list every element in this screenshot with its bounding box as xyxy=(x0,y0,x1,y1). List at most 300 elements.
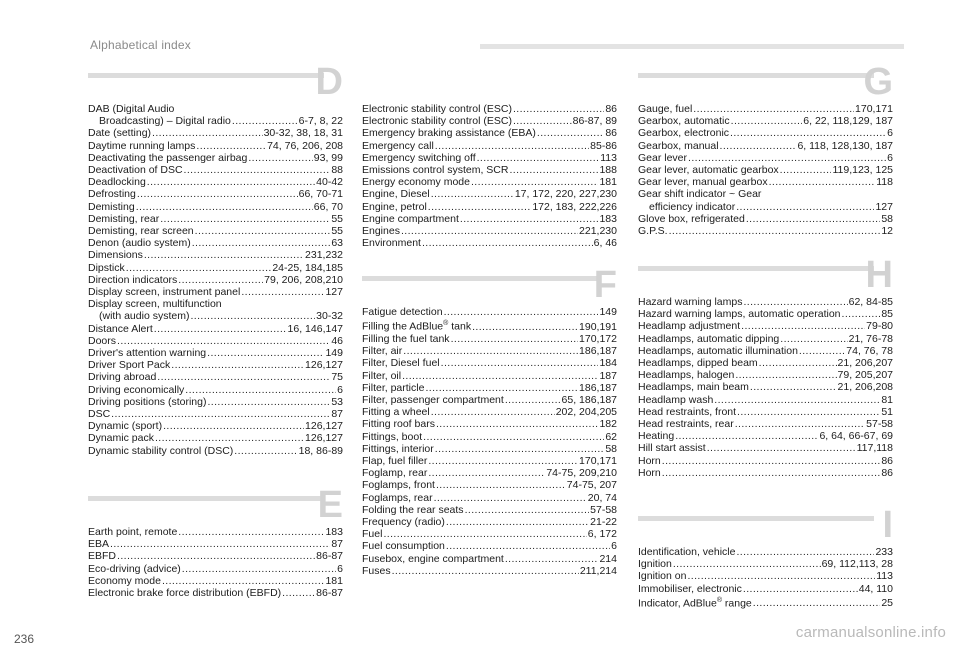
index-pages: 86-87, 89 xyxy=(572,115,617,128)
index-list-e xyxy=(88,526,343,599)
index-column-1 xyxy=(88,61,343,457)
index-term: Daytime running lamps xyxy=(88,139,196,152)
index-pages: 87 xyxy=(331,538,343,551)
index-pages: 85-86 xyxy=(590,139,617,152)
index-entry xyxy=(362,479,617,491)
index-term: Fittings, interior xyxy=(362,442,434,455)
index-pages: 186,187 xyxy=(579,381,617,394)
index-entry xyxy=(88,575,343,587)
leader-dots xyxy=(392,565,579,577)
index-entry xyxy=(638,369,893,381)
index-entry xyxy=(362,528,617,540)
leader-dots xyxy=(509,164,598,176)
index-pages: 6, 118, 128,130, 187 xyxy=(797,139,893,152)
index-term: Environment xyxy=(362,237,421,250)
index-term: Frequency (radio) xyxy=(362,515,445,528)
index-term: Ignition on xyxy=(638,570,687,583)
leader-dots xyxy=(241,286,324,298)
index-term: Electronic stability control (ESC) xyxy=(362,115,512,128)
index-entry xyxy=(362,140,617,152)
index-entry xyxy=(88,563,343,575)
index-term: Deactivation of DSC xyxy=(88,164,183,177)
index-pages: 126,127 xyxy=(305,359,343,372)
index-entry xyxy=(638,296,893,308)
index-term: Fatigue detection xyxy=(362,306,443,318)
index-term: Dynamic (sport) xyxy=(88,420,163,433)
index-term: Defrosting xyxy=(88,188,136,201)
index-pages: 113 xyxy=(876,570,893,583)
leader-dots xyxy=(662,467,881,479)
index-term: Gear lever, automatic gearbox xyxy=(638,164,779,177)
index-pages: 20, 74 xyxy=(587,491,617,504)
leader-dots xyxy=(171,359,304,371)
index-term: Earth point, remote xyxy=(88,526,178,538)
index-entry xyxy=(362,565,617,577)
index-term: DSC xyxy=(88,408,111,421)
index-term: Fuel xyxy=(362,528,383,541)
index-entry xyxy=(362,553,617,565)
index-entry xyxy=(362,201,617,213)
leader-dots xyxy=(423,431,604,443)
index-pages: 75 xyxy=(331,371,343,384)
index-column-3-h xyxy=(638,254,893,479)
index-entry xyxy=(362,127,617,139)
leader-dots xyxy=(195,225,331,237)
index-entry xyxy=(88,359,343,371)
index-term: Demisting xyxy=(88,200,135,213)
index-term: Electronic brake force distribution (EBFD) xyxy=(88,587,282,600)
leader-dots xyxy=(428,467,545,479)
index-pages: 17, 172, 220, 227,230 xyxy=(514,188,617,201)
index-term: Gauge, fuel xyxy=(638,103,693,115)
index-entry xyxy=(362,318,617,333)
index-entry xyxy=(362,516,617,528)
leader-dots xyxy=(248,152,312,164)
index-entry xyxy=(88,176,343,188)
index-term: Fusebox, engine compartment xyxy=(362,552,504,565)
index-pages: 79-80 xyxy=(866,320,893,333)
index-pages: 6 xyxy=(337,562,343,575)
index-entry xyxy=(638,394,893,406)
leader-dots xyxy=(192,237,331,249)
leader-dots xyxy=(403,345,578,357)
leader-dots xyxy=(163,420,304,432)
index-entry xyxy=(362,370,617,382)
index-term: Fuel consumption xyxy=(362,540,445,553)
leader-dots xyxy=(669,225,881,237)
index-pages: 6, 46 xyxy=(593,237,617,250)
index-term: efficiency indicator xyxy=(649,200,736,213)
leader-dots xyxy=(746,213,881,225)
index-entry xyxy=(88,225,343,237)
index-pages: 182 xyxy=(599,418,617,431)
leader-dots xyxy=(513,103,604,115)
index-term: Flap, fuel filler xyxy=(362,454,428,467)
leader-dots xyxy=(842,308,881,320)
index-entry xyxy=(88,152,343,164)
index-term: Gear lever xyxy=(638,151,688,164)
index-term: Demisting, rear xyxy=(88,212,160,225)
index-pages: 231,232 xyxy=(305,249,343,262)
index-term: Denon (audio system) xyxy=(88,237,191,250)
index-entry: Gear shift indicator ~ Gear xyxy=(638,188,762,201)
leader-dots xyxy=(446,516,589,528)
index-term: Emergency call xyxy=(362,139,434,152)
index-entry xyxy=(638,333,893,345)
section-divider xyxy=(638,516,874,521)
index-term: Fitting a wheel xyxy=(362,406,430,419)
index-pages: 127 xyxy=(325,286,343,299)
index-pages: 214 xyxy=(599,552,617,565)
index-pages: 62, 84-85 xyxy=(848,296,893,308)
index-pages: 62 xyxy=(605,430,617,443)
index-entry xyxy=(88,347,343,359)
leader-dots xyxy=(136,201,313,213)
index-pages: 6 xyxy=(887,127,893,140)
index-entry xyxy=(638,320,893,332)
index-entry xyxy=(362,418,617,430)
section-header-i xyxy=(638,504,893,546)
index-entry xyxy=(362,345,617,357)
index-pages: 86-87 xyxy=(316,550,343,563)
section-divider xyxy=(362,276,598,281)
index-term: Emissions control system, SCR xyxy=(362,164,509,177)
index-entry xyxy=(88,432,343,444)
index-entry xyxy=(638,430,893,442)
index-pages: 69, 112,113, 28 xyxy=(821,558,893,571)
leader-dots xyxy=(441,357,599,369)
index-entry xyxy=(638,442,893,454)
leader-dots xyxy=(383,528,586,540)
index-pages: 66, 70 xyxy=(313,200,343,213)
leader-dots xyxy=(472,321,578,333)
index-pages: 86 xyxy=(605,127,617,140)
index-pages: 86 xyxy=(605,103,617,115)
section-header-f xyxy=(362,264,617,306)
index-term: (with audio system) xyxy=(99,310,190,323)
index-term: Economy mode xyxy=(88,574,161,587)
index-term: Energy economy mode xyxy=(362,176,470,189)
index-pages: 190,191 xyxy=(579,320,617,333)
index-entry xyxy=(88,164,343,176)
leader-dots xyxy=(434,492,587,504)
index-term: Foglamps, rear xyxy=(362,491,433,504)
index-term: Filter, particle xyxy=(362,381,425,394)
index-term: Fitting roof bars xyxy=(362,418,435,431)
leader-dots xyxy=(428,455,578,467)
section-divider xyxy=(88,496,324,501)
leader-dots xyxy=(117,550,315,562)
index-term: Headlamps, halogen xyxy=(638,369,735,382)
index-pages: 16, 146,147 xyxy=(287,322,343,335)
section-divider xyxy=(638,73,874,78)
index-term: Headlamps, main beam xyxy=(638,381,749,394)
index-pages: 21, 206,207 xyxy=(837,357,893,370)
index-list-g xyxy=(638,103,893,237)
index-entry xyxy=(362,467,617,479)
index-entry xyxy=(362,455,617,467)
index-pages: 117,118 xyxy=(856,442,893,455)
index-entry: Display screen, multifunction xyxy=(88,298,222,311)
leader-dots xyxy=(730,127,886,139)
index-pages: 21, 76-78 xyxy=(848,332,893,345)
index-term: Fuses xyxy=(362,564,391,577)
index-pages: 88 xyxy=(331,164,343,177)
index-entry xyxy=(88,310,343,322)
leader-dots xyxy=(451,333,578,345)
index-term: Dynamic stability control (DSC) xyxy=(88,444,234,457)
index-term: Date (setting) xyxy=(88,127,152,140)
section-letter-g: G xyxy=(863,61,893,103)
index-pages: 183 xyxy=(599,212,617,225)
leader-dots xyxy=(743,296,847,308)
index-pages: 63 xyxy=(331,237,343,250)
leader-dots xyxy=(155,432,304,444)
index-entry xyxy=(88,274,343,286)
leader-dots xyxy=(750,381,837,393)
leader-dots xyxy=(190,310,315,322)
index-term: Engines xyxy=(362,225,400,238)
index-entry xyxy=(88,188,343,200)
index-term: Headlamps, dipped beam xyxy=(638,357,758,370)
leader-dots xyxy=(687,570,875,582)
leader-dots xyxy=(780,333,847,345)
leader-dots xyxy=(735,369,836,381)
index-entry xyxy=(638,418,893,430)
index-entry xyxy=(88,550,343,562)
leader-dots xyxy=(707,442,856,454)
index-entry xyxy=(88,262,343,274)
index-pages: 86 xyxy=(881,454,893,467)
index-list-e-continued xyxy=(362,103,617,249)
index-pages: 55 xyxy=(331,225,343,238)
index-pages: 202, 204,205 xyxy=(555,406,617,419)
index-pages: 221,230 xyxy=(579,225,617,238)
index-column-2 xyxy=(362,103,617,249)
index-term: Glove box, refrigerated xyxy=(638,212,745,225)
index-entry xyxy=(638,595,893,610)
index-column-1-e xyxy=(88,484,343,600)
index-term: Eco-driving (advice) xyxy=(88,562,181,575)
section-letter-i: I xyxy=(882,504,893,546)
index-list-h xyxy=(638,296,893,479)
leader-dots xyxy=(741,320,865,332)
leader-dots xyxy=(799,345,845,357)
section-header-g xyxy=(638,61,893,103)
index-entry xyxy=(88,396,343,408)
index-entry xyxy=(362,357,617,369)
leader-dots xyxy=(759,357,837,369)
index-pages: 57-58 xyxy=(866,418,893,431)
index-term: Hazard warning lamps xyxy=(638,296,743,308)
index-term: Filling the fuel tank xyxy=(362,332,450,345)
leader-dots xyxy=(436,418,599,430)
index-list-f xyxy=(362,306,617,577)
index-entry xyxy=(638,225,893,237)
leader-dots xyxy=(178,274,263,286)
index-pages: 57-58 xyxy=(590,503,617,516)
index-list-d xyxy=(88,103,343,457)
index-entry xyxy=(638,546,893,558)
index-term: EBA xyxy=(88,538,110,551)
index-pages: 21-22 xyxy=(590,515,617,528)
index-entry xyxy=(638,213,893,225)
index-entry xyxy=(362,382,617,394)
leader-dots xyxy=(435,443,605,455)
index-pages: 85 xyxy=(881,308,893,321)
leader-dots xyxy=(688,152,886,164)
index-entry xyxy=(638,176,893,188)
index-pages: 149 xyxy=(325,347,343,360)
index-pages: 6 xyxy=(611,540,617,553)
index-pages: 6, 22, 118,129, 187 xyxy=(803,115,893,128)
index-term: Filter, oil xyxy=(362,369,402,382)
index-term: Head restraints, front xyxy=(638,405,737,418)
leader-dots xyxy=(537,127,604,139)
index-entry xyxy=(362,188,617,200)
index-pages: 65, 186,187 xyxy=(561,393,617,406)
index-pages: 170,171 xyxy=(855,103,893,115)
index-entry xyxy=(88,371,343,383)
leader-dots xyxy=(444,306,599,318)
index-entry xyxy=(88,140,343,152)
index-entry xyxy=(362,406,617,418)
index-entry xyxy=(88,587,343,599)
index-term: Hill start assist xyxy=(638,442,706,455)
index-term: EBFD xyxy=(88,550,117,563)
index-term: Filling the AdBlue® tank xyxy=(362,320,472,333)
index-entry xyxy=(638,152,893,164)
index-term: Demisting, rear screen xyxy=(88,225,194,238)
index-pages: 86 xyxy=(881,466,893,479)
index-pages: 211,214 xyxy=(579,564,617,577)
leader-dots xyxy=(675,430,818,442)
index-term: Display screen, instrument panel xyxy=(88,286,241,299)
index-entry xyxy=(362,213,617,225)
index-term: Filter, passenger compartment xyxy=(362,393,504,406)
index-column-3 xyxy=(638,61,893,238)
index-pages: 24-25, 184,185 xyxy=(272,261,343,274)
index-pages: 181 xyxy=(599,176,617,189)
index-pages: 66, 70-71 xyxy=(298,188,343,201)
leader-dots xyxy=(137,188,298,200)
index-entry xyxy=(638,357,893,369)
leader-dots xyxy=(144,249,304,261)
leader-dots xyxy=(111,408,330,420)
index-entry: DAB (Digital Audio xyxy=(88,103,175,115)
index-term: Deadlocking xyxy=(88,176,146,189)
leader-dots xyxy=(769,176,876,188)
index-term: Dynamic pack xyxy=(88,432,154,445)
leader-dots xyxy=(184,164,331,176)
leader-dots xyxy=(162,575,325,587)
index-entry xyxy=(362,306,617,318)
index-pages: 25 xyxy=(881,597,893,610)
index-entry xyxy=(88,201,343,213)
section-divider xyxy=(88,73,324,78)
index-pages: 21, 206,208 xyxy=(837,381,893,394)
leader-dots xyxy=(731,115,803,127)
index-pages: 74-75, 207 xyxy=(566,479,617,492)
leader-dots xyxy=(737,406,880,418)
index-entry xyxy=(88,213,343,225)
page-number: 236 xyxy=(14,632,35,646)
index-entry xyxy=(362,115,617,127)
index-entry xyxy=(362,504,617,516)
leader-dots xyxy=(662,455,881,467)
leader-dots xyxy=(465,504,590,516)
index-term: Emergency braking assistance (EBA) xyxy=(362,127,536,140)
running-header-title: Alphabetical index xyxy=(90,38,192,52)
leader-dots xyxy=(714,394,880,406)
index-term: Fittings, boot xyxy=(362,430,423,443)
index-entry xyxy=(88,384,343,396)
index-term: Gearbox, electronic xyxy=(638,127,730,140)
index-term: Engine compartment xyxy=(362,212,459,225)
section-letter-f: F xyxy=(593,264,617,306)
index-term: Head restraints, rear xyxy=(638,418,734,431)
index-pages: 126,127 xyxy=(305,432,343,445)
index-term: Filter, air xyxy=(362,345,403,358)
index-pages: 51 xyxy=(881,405,893,418)
index-term: Indicator, AdBlue® range xyxy=(638,596,752,610)
index-entry xyxy=(638,406,893,418)
leader-dots xyxy=(207,396,330,408)
index-pages: 79, 205,207 xyxy=(837,369,893,382)
index-term: Deactivating the passenger airbag xyxy=(88,151,248,164)
index-pages: 172, 183, 222,226 xyxy=(532,200,617,213)
leader-dots xyxy=(436,479,566,491)
index-pages: 149 xyxy=(599,306,617,318)
index-term: Driver's attention warning xyxy=(88,347,207,360)
index-entry xyxy=(638,127,893,139)
index-term: Direction indicators xyxy=(88,273,178,286)
index-entry xyxy=(362,176,617,188)
index-pages: 170,171 xyxy=(579,454,617,467)
section-letter-d: D xyxy=(315,61,343,103)
index-pages: 46 xyxy=(331,334,343,347)
section-header-h xyxy=(638,254,893,296)
index-pages: 74, 76, 206, 208 xyxy=(267,139,343,152)
leader-dots xyxy=(232,115,298,127)
leader-dots xyxy=(446,540,610,552)
index-entry xyxy=(88,127,343,139)
index-entry xyxy=(362,443,617,455)
index-entry xyxy=(638,103,893,115)
index-term: Doors xyxy=(88,334,117,347)
index-term: Ignition xyxy=(638,558,672,571)
section-header-e xyxy=(88,484,343,526)
index-term: Emergency switching off xyxy=(362,151,476,164)
leader-dots xyxy=(425,382,578,394)
index-entry xyxy=(638,583,893,595)
leader-dots xyxy=(182,563,336,575)
section-header-d xyxy=(88,61,343,103)
index-pages: 183 xyxy=(325,526,343,538)
index-pages: 118 xyxy=(876,176,893,189)
index-pages: 30-32, 38, 18, 31 xyxy=(263,127,343,140)
leader-dots xyxy=(117,335,330,347)
index-entry xyxy=(638,308,893,320)
leader-dots xyxy=(431,406,555,418)
index-pages: 6, 64, 66-67, 69 xyxy=(819,430,893,443)
index-entry xyxy=(362,103,617,115)
running-header-bar xyxy=(480,44,904,49)
index-term: Driving positions (storing) xyxy=(88,395,207,408)
index-entry xyxy=(362,394,617,406)
index-pages: 113 xyxy=(600,151,617,164)
leader-dots xyxy=(401,225,578,237)
